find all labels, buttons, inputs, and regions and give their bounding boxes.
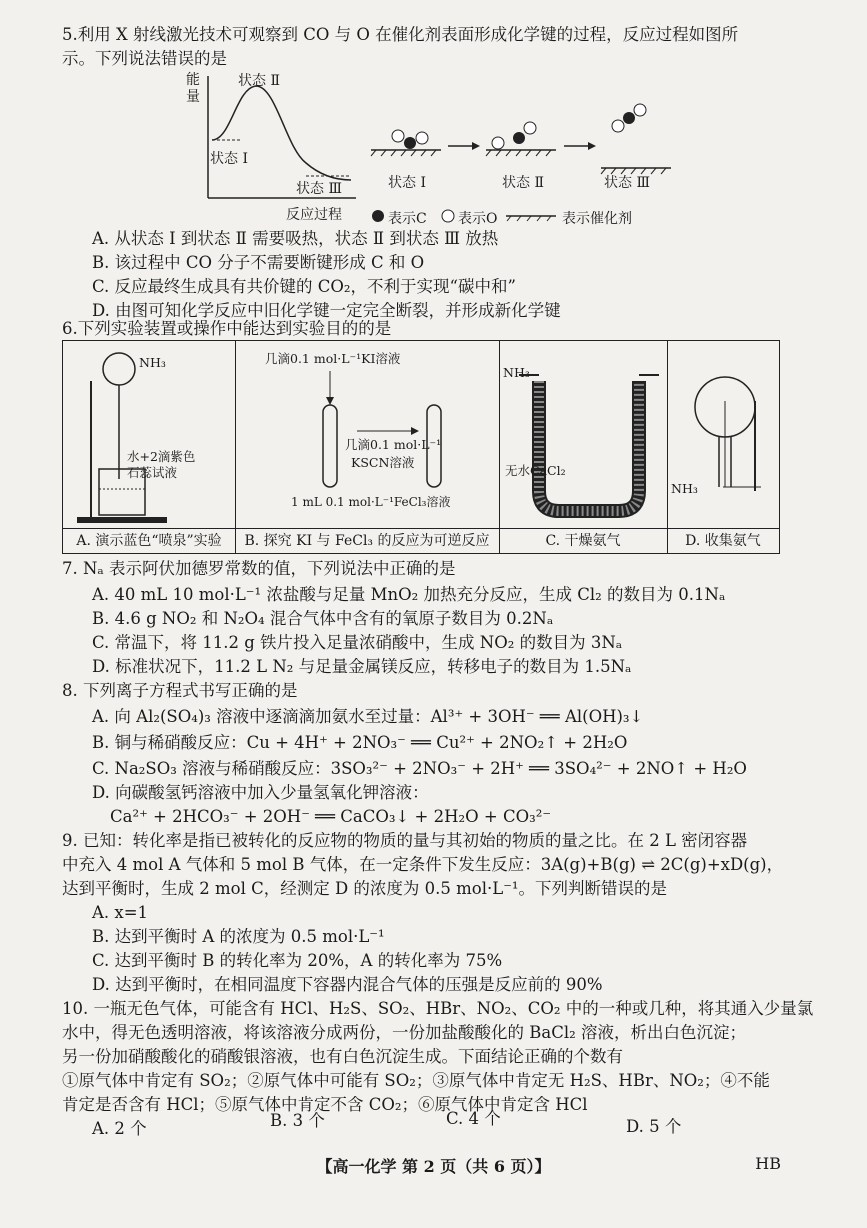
q7-option-b: B. 4.6 g NO₂ 和 N₂O₄ 混合气体中含有的氧原子数目为 0.2Nₐ bbox=[92, 609, 554, 628]
q5-curve-state2: 状态 Ⅱ bbox=[238, 73, 280, 89]
q9-stem-line3: 达到平衡时，生成 2 mol C，经测定 D 的浓度为 0.5 mol·L⁻¹。下列判断错误的是 bbox=[62, 879, 668, 898]
q8-stem: 8. 下列离子方程式书写正确的是 bbox=[62, 681, 298, 700]
q10-option-c: C. 4 个 bbox=[446, 1109, 501, 1128]
q10-option-b: B. 3 个 bbox=[270, 1111, 325, 1130]
q10-line4: ①原气体中肯定有 SO₂；②原气体中可能有 SO₂；③原气体中肯定无 H₂S、HBr、NO₂；④不能 bbox=[62, 1071, 770, 1090]
q8-option-c: C. Na₂SO₃ 溶液与稀硝酸反应：3SO₃²⁻ + 2NO₃⁻ + 2H⁺ ══ 3SO₄²⁻ + 2NO↑ + H₂O bbox=[92, 759, 747, 778]
q6-panel-d bbox=[667, 341, 779, 553]
q6c-caption: C. 干燥氨气 bbox=[499, 528, 667, 553]
q8-option-d-equation: Ca²⁺ + 2HCO₃⁻ + 2OH⁻ ══ CaCO₃↓ + 2H₂O + CO₃²⁻ bbox=[110, 807, 552, 826]
q9-option-c: C. 达到平衡时 B 的转化率为 20%，A 的转化率为 75% bbox=[92, 951, 503, 970]
q10-line3: 另一份加硝酸酸化的硝酸银溶液，也有白色沉淀生成。下面结论正确的个数有 bbox=[62, 1047, 623, 1066]
q5-option-c: C. 反应最终生成具有共价键的 CO₂，不利于实现“碳中和” bbox=[92, 277, 516, 296]
q6c-label-cacl2: 无水CaCl₂ bbox=[505, 463, 566, 478]
q7-option-d: D. 标准状况下，11.2 L N₂ 与足量金属镁反应，转移电子的数目为 1.5Nₐ bbox=[92, 657, 632, 676]
q6b-label-drops: 几滴0.1 mol·L⁻¹ bbox=[345, 437, 442, 452]
q7-stem: 7. Nₐ 表示阿伏加德罗常数的值，下列说法中正确的是 bbox=[62, 559, 456, 578]
q7-option-a: A. 40 mL 10 mol·L⁻¹ 浓盐酸与足量 MnO₂ 加热充分反应，生成 Cl₂ 的数目为 0.1Nₐ bbox=[92, 585, 726, 604]
q6b-label-kscn: KSCN溶液 bbox=[351, 455, 415, 470]
q5-legend-catalyst: 表示催化剂 bbox=[562, 211, 632, 227]
q5-panel-state3: 状态 Ⅲ bbox=[604, 175, 650, 191]
q9-stem-line1: 9. 已知：转化率是指已被转化的反应物的物质的量与其初始的物质的量之比。在 2 L 密闭容器 bbox=[62, 831, 748, 850]
q8-option-d: D. 向碳酸氢钙溶液中加入少量氢氧化钾溶液： bbox=[92, 783, 429, 802]
q6d-label-nh3: NH₃ bbox=[671, 481, 698, 496]
page-footer: 【高一化学 第 2 页（共 6 页）】 bbox=[316, 1157, 551, 1176]
q5-curve-state3: 状态 Ⅲ bbox=[296, 181, 342, 197]
q6a-label-nh3: NH₃ bbox=[139, 355, 166, 370]
q5-panel-state1: 状态 Ⅰ bbox=[388, 175, 426, 191]
q6-stem: 6.下列实验装置或操作中能达到实验目的的是 bbox=[62, 319, 392, 338]
q6c-label-nh3: NH₃ bbox=[503, 365, 530, 380]
q9-option-a: A. x=1 bbox=[92, 903, 149, 922]
q9-stem-line2: 中充入 4 mol A 气体和 5 mol B 气体，在一定条件下发生反应：3A(g)+B(g) ⇌ 2C(g)+xD(g)， bbox=[62, 855, 784, 874]
q10-option-d: D. 5 个 bbox=[626, 1117, 682, 1136]
q6b-caption: B. 探究 KI 与 FeCl₃ 的反应为可逆反应 bbox=[235, 528, 499, 553]
q10-line1: 10. 一瓶无色气体，可能含有 HCl、H₂S、SO₂、HBr、NO₂、CO₂ 中的一种或几种，将其通入少量氯 bbox=[62, 999, 814, 1018]
q5-legend-c: 表示C bbox=[388, 211, 427, 227]
q5-option-a: A. 从状态 Ⅰ 到状态 Ⅱ 需要吸热，状态 Ⅱ 到状态 Ⅲ 放热 bbox=[92, 229, 499, 248]
q10-line2: 水中，得无色透明溶液，将该溶液分成两份，一份加盐酸酸化的 BaCl₂ 溶液，析出白色沉淀； bbox=[62, 1023, 746, 1042]
q5-stem-line1: 5.利用 X 射线激光技术可观察到 CO 与 O 在催化剂表面形成化学键的过程，反应过程如图所 bbox=[62, 25, 739, 44]
q5-y-axis-label: 能量 bbox=[186, 72, 200, 105]
q6-panel-b bbox=[235, 341, 500, 553]
q5-panel-state2: 状态 Ⅱ bbox=[502, 175, 544, 191]
q7-option-c: C. 常温下，将 11.2 g 铁片投入足量浓硝酸中，生成 NO₂ 的数目为 3Nₐ bbox=[92, 633, 623, 652]
q5-stem-line2: 示。下列说法错误的是 bbox=[62, 49, 227, 68]
q6-panel-a bbox=[63, 341, 236, 553]
q5-legend-o: 表示O bbox=[458, 211, 498, 227]
q6-panel-c bbox=[499, 341, 668, 553]
q6a-caption: A. 演示蓝色“喷泉”实验 bbox=[63, 528, 235, 553]
q6d-caption: D. 收集氨气 bbox=[667, 528, 779, 553]
q9-option-b: B. 达到平衡时 A 的浓度为 0.5 mol·L⁻¹ bbox=[92, 927, 385, 946]
q5-option-b: B. 该过程中 CO 分子不需要断键形成 C 和 O bbox=[92, 253, 425, 272]
q6b-label-fecl3: 1 mL 0.1 mol·L⁻¹FeCl₃溶液 bbox=[291, 495, 451, 509]
q5-x-axis-label: 反应过程 bbox=[286, 207, 342, 223]
q5-curve-state1: 状态 Ⅰ bbox=[210, 151, 248, 167]
q6a-label-litmus: 石蕊试液 bbox=[127, 465, 178, 480]
q8-option-b: B. 铜与稀硝酸反应：Cu + 4H⁺ + 2NO₃⁻ ══ Cu²⁺ + 2NO₂↑ + 2H₂O bbox=[92, 733, 628, 752]
q5-option-d: D. 由图可知化学反应中旧化学键一定完全断裂，并形成新化学键 bbox=[92, 301, 561, 320]
q10-option-a: A. 2 个 bbox=[92, 1119, 147, 1138]
q8-option-a: A. 向 Al₂(SO₄)₃ 溶液中逐滴滴加氨水至过量：Al³⁺ + 3OH⁻ ══ Al(OH)₃↓ bbox=[92, 707, 644, 726]
q5-energy-diagram bbox=[186, 68, 786, 228]
q10-line5: 肯定是否含有 HCl；⑤原气体中肯定不含 CO₂；⑥原气体中肯定含 HCl bbox=[62, 1095, 588, 1114]
q9-option-d: D. 达到平衡时，在相同温度下容器内混合气体的压强是反应前的 90% bbox=[92, 975, 603, 994]
q6-apparatus-table bbox=[62, 340, 780, 554]
q6a-label-water: 水+2滴紫色 bbox=[127, 449, 196, 464]
exam-code: HB bbox=[755, 1154, 781, 1173]
q6b-label-ki: 几滴0.1 mol·L⁻¹KI溶液 bbox=[265, 351, 401, 366]
